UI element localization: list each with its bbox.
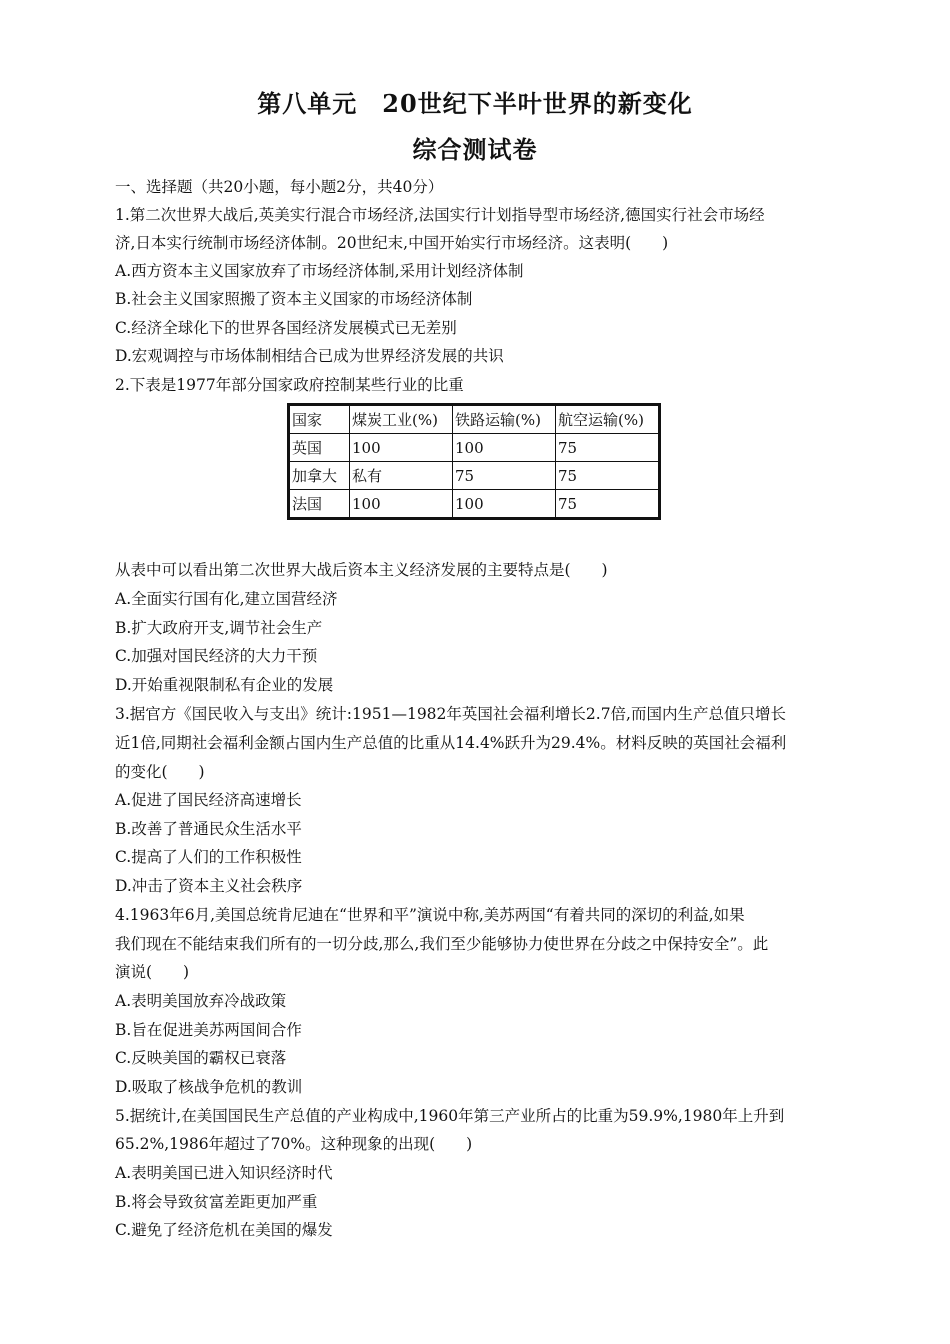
q1-option-a: A.西方资本主义国家放弃了市场经济体制,采用计划经济体制 [115,262,524,280]
q3-stem-line1: 3.据官方《国民收入与支出》统计:1951—1982年英国社会福利增长2.7倍,而国内生产总值只增长 [115,705,786,723]
table-cell: 加拿大 [289,462,350,490]
q3-stem-line3: 的变化( ) [115,763,205,781]
q1-option-c: C.经济全球化下的世界各国经济发展模式已无差别 [115,319,457,337]
section-heading: 一、选择题（共20小题，每小题2分，共40分） [115,178,444,196]
table-cell: 75 [556,490,660,519]
q3-option-c: C.提高了人们的工作积极性 [115,848,302,866]
q1-option-b: B.社会主义国家照搬了资本主义国家的市场经济体制 [115,290,473,308]
q5-stem-line1: 5.据统计,在美国国民生产总值的产业构成中,1960年第三产业所占的比重为59.9%,1980年上升到 [115,1107,785,1125]
table-header-cell: 煤炭工业(%) [350,405,453,434]
q4-stem-line2: 我们现在不能结束我们所有的一切分歧,那么,我们至少能够协力使世界在分歧之中保持安全”。此 [115,935,769,953]
table-cell: 75 [556,462,660,490]
table-cell: 75 [556,434,660,462]
table-cell: 100 [453,490,556,519]
q1-option-d: D.宏观调控与市场体制相结合已成为世界经济发展的共识 [115,347,504,365]
q4-option-a: A.表明美国放弃冷战政策 [115,992,287,1010]
q1-stem-line1: 1.第二次世界大战后,英美实行混合市场经济,法国实行计划指导型市场经济,德国实行社会市场经 [115,206,765,224]
q4-option-d: D.吸取了核战争危机的教训 [115,1078,303,1096]
table-cell: 100 [350,434,453,462]
table-cell: 法国 [289,490,350,519]
q5-stem-line2: 65.2%,1986年超过了70%。这种现象的出现( ) [115,1135,473,1153]
table-header-row [289,405,660,434]
q2-question: 从表中可以看出第二次世界大战后资本主义经济发展的主要特点是( ) [115,561,608,579]
table-header-cell: 铁路运输(%) [453,405,556,434]
q2-option-b: B.扩大政府开支,调节社会生产 [115,619,323,637]
table-cell: 英国 [289,434,350,462]
q1-stem-line2: 济,日本实行统制市场经济体制。20世纪末,中国开始实行市场经济。这表明( ) [115,234,669,252]
table-cell: 75 [453,462,556,490]
q4-stem-line1: 4.1963年6月,美国总统肯尼迪在“世界和平”演说中称,美苏两国“有着共同的深切的利益,如果 [115,906,745,924]
table-row [289,434,660,462]
page-subtitle: 综合测试卷 [412,135,538,164]
q2-option-c: C.加强对国民经济的大力干预 [115,647,318,665]
table-row [289,490,660,519]
q3-option-b: B.改善了普通民众生活水平 [115,820,302,838]
q4-stem-line3: 演说( ) [115,963,190,981]
q4-option-b: B.旨在促进美苏两国间合作 [115,1021,302,1039]
page-title: 第八单元 20世纪下半叶世界的新变化 [257,89,693,118]
q2-option-d: D.开始重视限制私有企业的发展 [115,676,334,694]
q3-option-a: A.促进了国民经济高速增长 [115,791,302,809]
q2-option-a: A.全面实行国有化,建立国营经济 [115,590,338,608]
q4-option-c: C.反映美国的霸权已衰落 [115,1049,287,1067]
table-header-cell: 航空运输(%) [556,405,660,434]
table-cell: 100 [350,490,453,519]
q5-option-a: A.表明美国已进入知识经济时代 [115,1164,333,1182]
q5-option-c: C.避免了经济危机在美国的爆发 [115,1221,333,1239]
table-cell: 私有 [350,462,453,490]
q3-option-d: D.冲击了资本主义社会秩序 [115,877,303,895]
table-row [289,462,660,490]
q2-stem: 2.下表是1977年部分国家政府控制某些行业的比重 [115,376,464,394]
q2-data-table [287,403,661,520]
table-cell: 100 [453,434,556,462]
q3-stem-line2: 近1倍,同期社会福利金额占国内生产总值的比重从14.4%跃升为29.4%。材料反映的英国社会福利 [115,734,787,752]
table-header-cell: 国家 [289,405,350,434]
q5-option-b: B.将会导致贫富差距更加严重 [115,1193,318,1211]
